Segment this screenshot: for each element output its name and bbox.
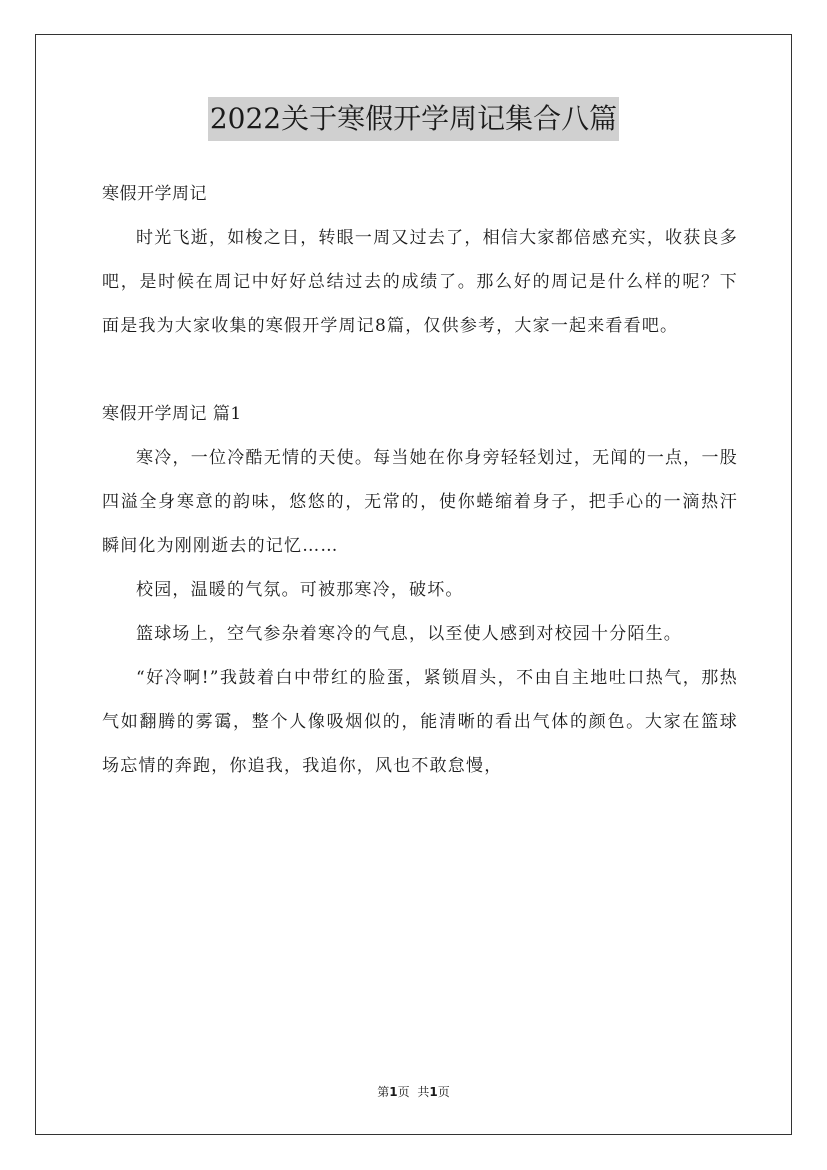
section1-heading: 寒假开学周记 篇1 — [102, 404, 242, 424]
intro-paragraph: 时光飞逝，如梭之日，转眼一周又过去了，相信大家都倍感充实，收获良多吧，是时候在周记中好好总结过去的成绩了。那么好的周记是什么样的呢？下面是我为大家收集的寒假开学周记8篇，仅供参考，大家一起来看看吧。 — [102, 228, 738, 336]
total-prefix: 共 — [417, 1085, 430, 1099]
document-body — [102, 172, 738, 788]
total-suffix: 页 — [437, 1085, 450, 1099]
document-title: 2022关于寒假开学周记集合八篇 — [208, 97, 619, 141]
total-number: 1 — [429, 1085, 438, 1099]
intro-heading: 寒假开学周记 — [102, 184, 207, 204]
section-spacer — [102, 348, 738, 392]
page-prefix: 第 — [377, 1085, 390, 1099]
page-number: 1 — [389, 1085, 398, 1099]
section1-paragraph: 校园，温暖的气氛。可被那寒冷，破坏。 — [136, 580, 464, 600]
section1-paragraph: 寒冷，一位冷酷无情的天使。每当她在你身旁轻轻划过，无闻的一点，一股四溢全身寒意的韵味，悠悠的，无常的，使你蜷缩着身子，把手心的一滴热汗瞬间化为刚刚逝去的记忆…… — [102, 448, 738, 556]
page-footer — [0, 1083, 827, 1101]
page-suffix: 页 — [397, 1085, 410, 1099]
title-container — [0, 97, 827, 141]
section1-paragraph: “好冷啊!”我鼓着白中带红的脸蛋，紧锁眉头，不由自主地吐口热气，那热气如翻腾的雾霭，整个人像吸烟似的，能清晰的看出气体的颜色。大家在篮球场忘情的奔跑，你追我，我追你，风也不敢怠慢， — [102, 668, 738, 776]
section1-paragraph: 篮球场上，空气参杂着寒冷的气息，以至使人感到对校园十分陌生。 — [136, 624, 682, 644]
